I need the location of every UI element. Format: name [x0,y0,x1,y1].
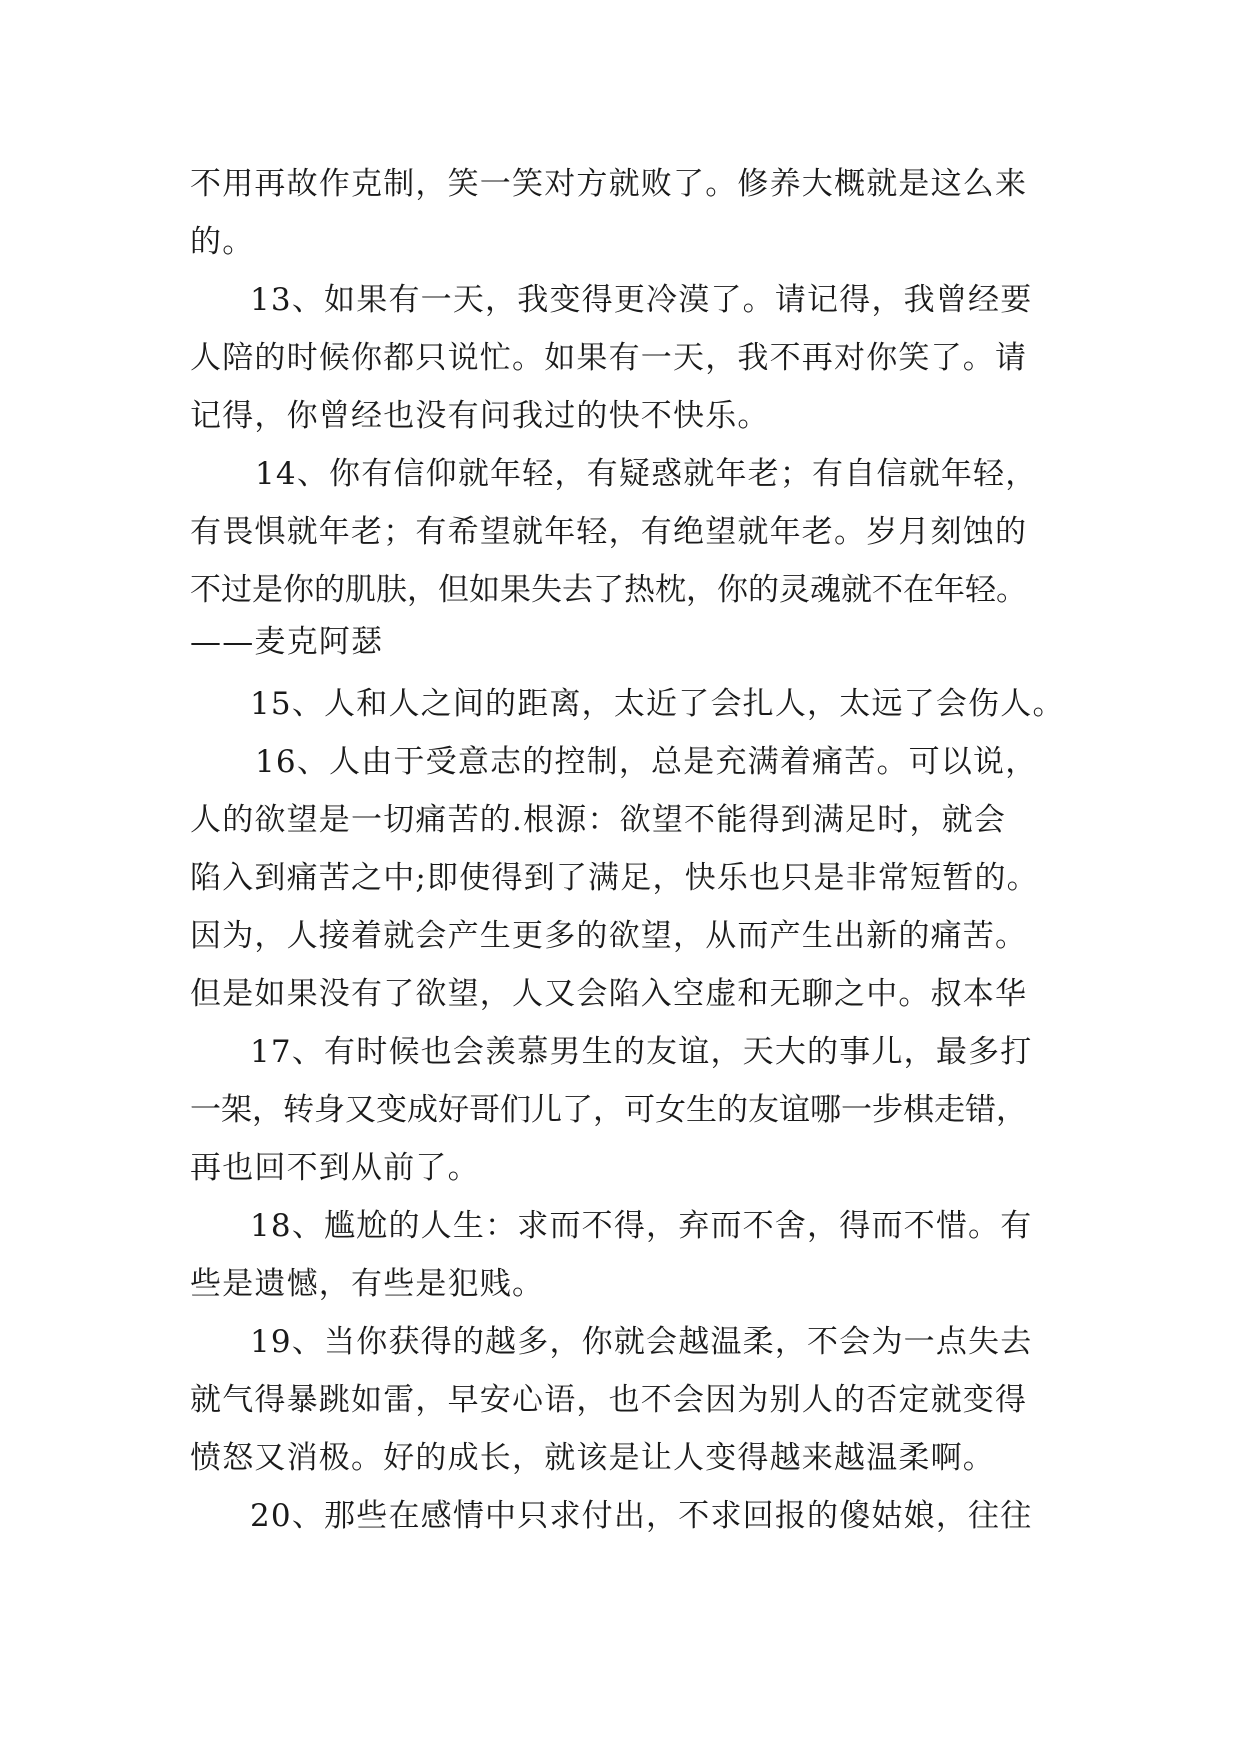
text-line: 再也回不到从前了。 [190,1150,480,1186]
text-line: 人的欲望是一切痛苦的.根源：欲望不能得到满足时，就会 [190,802,1007,838]
text-line: 17、有时候也会羡慕男生的友谊，天大的事儿，最多打 [250,1034,1033,1070]
text-line: 14、你有信仰就年轻，有疑惑就年老；有自信就年轻， [255,456,1038,492]
text-line: ——麦克阿瑟 [190,624,384,660]
text-line: 记得，你曾经也没有问我过的快不快乐。 [190,398,770,434]
text-line: 不用再故作克制，笑一笑对方就败了。修养大概就是这么来 [190,166,1028,202]
text-line: 不过是你的肌肤，但如果失去了热枕，你的灵魂就不在年轻。 [190,572,1027,608]
text-line: 有畏惧就年老；有希望就年轻，有绝望就年老。岁月刻蚀的 [190,514,1028,550]
text-line: 因为，人接着就会产生更多的欲望，从而产生出新的痛苦。 [190,918,1028,954]
text-line: 些是遗憾，有些是犯贱。 [190,1266,545,1302]
text-line: 一架，转身又变成好哥们儿了，可女生的友谊哪一步棋走错， [190,1092,1027,1128]
text-line: 陷入到痛苦之中;即使得到了满足，快乐也只是非常短暂的。 [190,860,1039,896]
text-line: 就气得暴跳如雷，早安心语，也不会因为别人的否定就变得 [190,1382,1028,1418]
text-line: 16、人由于受意志的控制，总是充满着痛苦。可以说， [255,744,1038,780]
text-line: 19、当你获得的越多，你就会越温柔，不会为一点失去 [250,1324,1033,1360]
text-line: 人陪的时候你都只说忙。如果有一天，我不再对你笑了。请 [190,340,1028,376]
text-line: 的。 [190,224,255,260]
text-line: 但是如果没有了欲望，人又会陷入空虚和无聊之中。叔本华 [190,976,1028,1012]
text-line: 15、人和人之间的距离，太近了会扎人，太远了会伤人。 [250,686,1065,722]
text-line: 愤怒又消极。好的成长，就该是让人变得越来越温柔啊。 [190,1440,995,1476]
text-line: 13、如果有一天，我变得更冷漠了。请记得，我曾经要 [250,282,1033,318]
text-line: 20、那些在感情中只求付出，不求回报的傻姑娘，往往 [250,1498,1033,1534]
text-line: 18、尴尬的人生：求而不得，弃而不舍，得而不惜。有 [250,1208,1033,1244]
